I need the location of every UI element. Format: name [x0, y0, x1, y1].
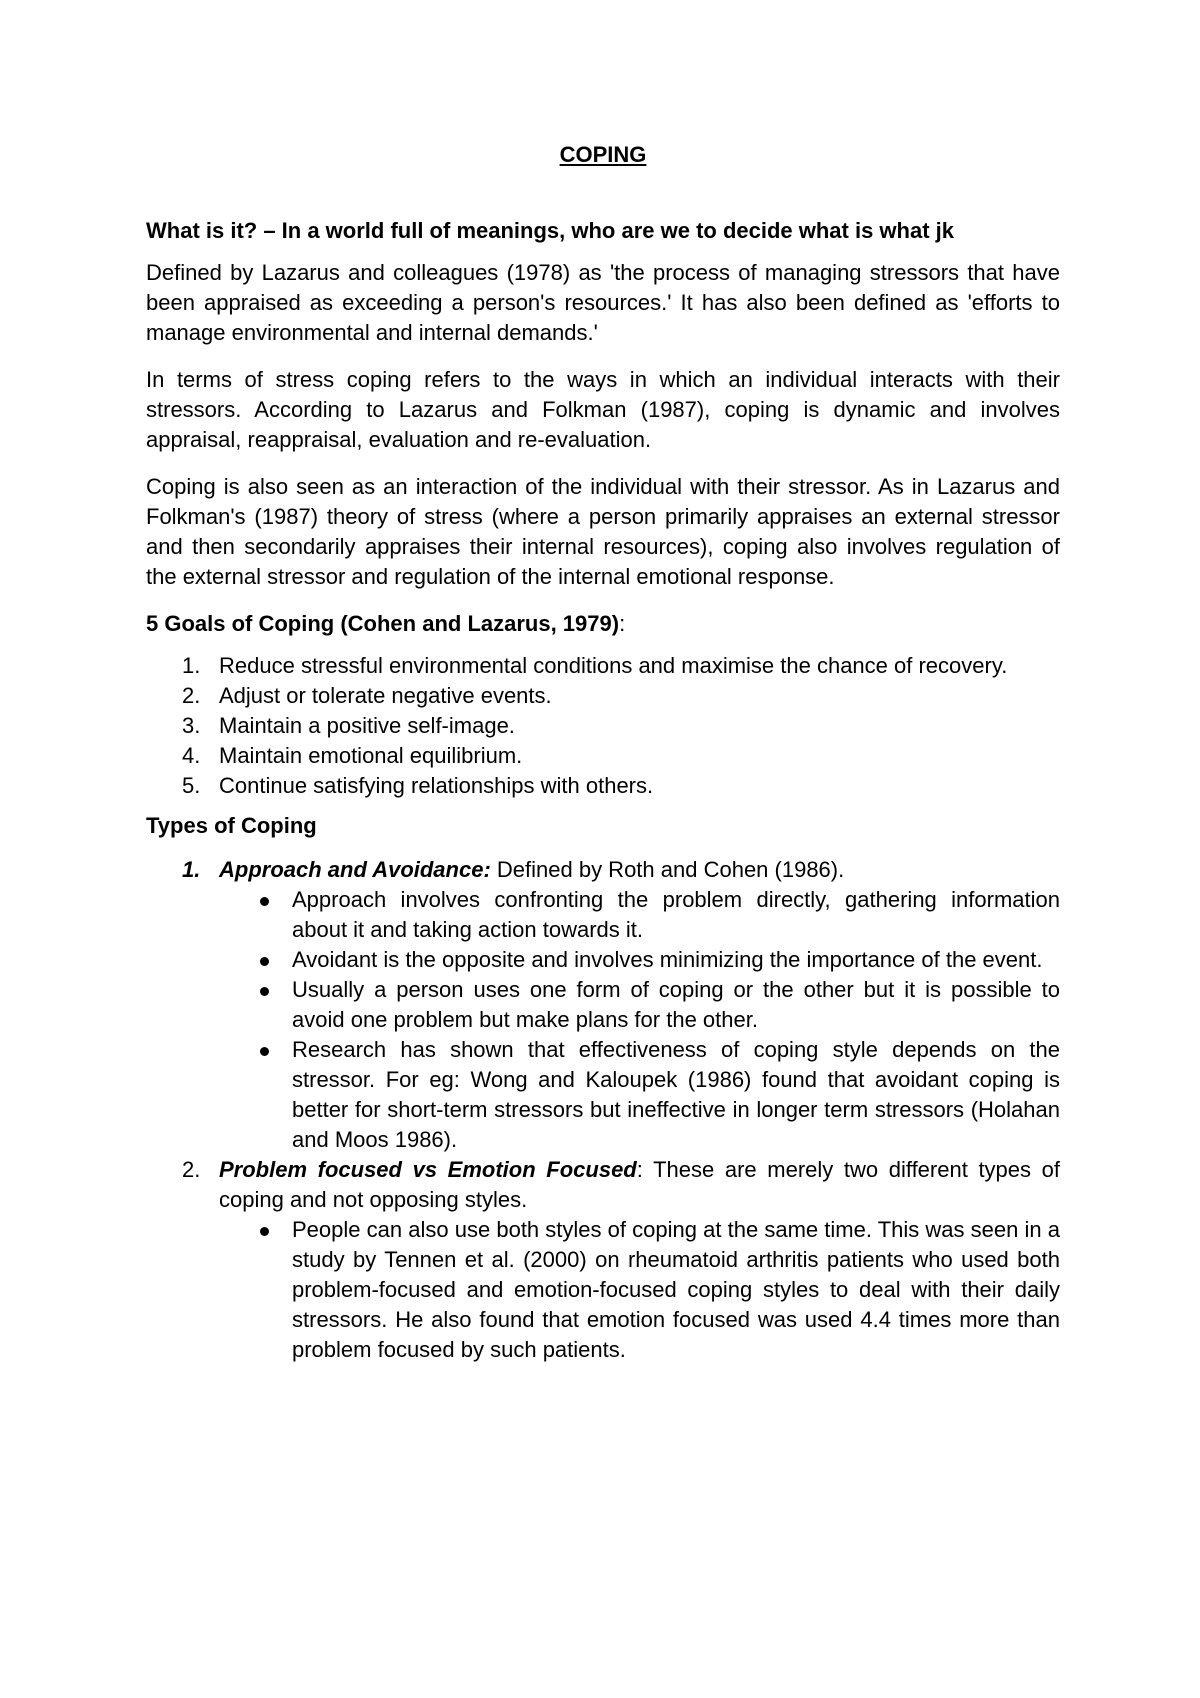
page-title: COPING	[559, 142, 647, 167]
goal-number: 1.	[182, 653, 201, 678]
types-heading: Types of Coping	[146, 813, 317, 838]
document-page	[146, 140, 1060, 1365]
what-is-it-heading: What is it? – In a world full of meanings, who are we to decide what is what jk	[146, 218, 955, 243]
approach-avoidance-bullets	[146, 885, 1060, 1155]
goals-heading-colon: :	[619, 611, 626, 636]
bullet-text: Research has shown that effectiveness of coping style depends on the stressor. For eg: Wong and Kaloupek (1986) found that avoidant coping is better for short-term stressors but ineffective in longer term stressors (Holahan and Moos 1986).	[292, 1037, 1060, 1152]
goal-text: Adjust or tolerate negative events.	[219, 683, 552, 708]
goal-number: 5.	[182, 773, 201, 798]
goals-heading	[146, 609, 1060, 639]
goal-text: Maintain a positive self-image.	[219, 713, 515, 738]
problem-emotion-bullets	[146, 1215, 1060, 1365]
type-description: Defined by Roth and Cohen (1986).	[490, 857, 845, 882]
type-label: Approach and Avoidance:	[219, 857, 491, 882]
goal-number: 2.	[182, 683, 201, 708]
type-description: : These are merely two different types of coping and not opposing styles.	[219, 1157, 1060, 1212]
goal-number: 3.	[182, 713, 201, 738]
type-number: 2.	[182, 1157, 201, 1182]
bullet-text: People can also use both styles of coping at the same time. This was seen in a study by Tennen et al. (2000) on rheumatoid arthritis patients who used both problem-focused and emotion-focused coping styles to deal with their daily stressors. He also found that emotion focused was used 4.4 times more than problem focused by such patients.	[292, 1217, 1060, 1362]
bullet-icon	[260, 957, 269, 966]
bullet-text: Avoidant is the opposite and involves minimizing the importance of the event.	[292, 947, 1043, 972]
bullet-item	[146, 1215, 1060, 1365]
bullet-text: Usually a person uses one form of coping or the other but it is possible to avoid one problem but make plans for the other.	[292, 977, 1060, 1032]
goal-text: Reduce stressful environmental conditions and maximise the chance of recovery.	[219, 653, 1008, 678]
type-number: 1.	[182, 857, 201, 882]
type-label: Problem focused vs Emotion Focused	[219, 1157, 637, 1182]
bullet-item	[146, 1035, 1060, 1155]
bullet-text: Approach involves confronting the problem directly, gathering information about it and taking action towards it.	[292, 887, 1060, 942]
type-problem-emotion	[146, 1155, 1060, 1215]
goals-list	[146, 651, 1060, 801]
bullet-item	[146, 885, 1060, 945]
bullet-icon	[260, 897, 269, 906]
bullet-icon	[260, 987, 269, 996]
goal-item	[146, 741, 1060, 771]
goal-item	[146, 681, 1060, 711]
goal-number: 4.	[182, 743, 201, 768]
goals-heading-text: 5 Goals of Coping (Cohen and Lazarus, 1979)	[146, 611, 620, 636]
bullet-icon	[260, 1227, 269, 1236]
stress-coping-paragraph: In terms of stress coping refers to the ways in which an individual interacts with their stressors. According to Lazarus and Folkman (1987), coping is dynamic and involves appraisal, reappraisal, evaluation and re-evaluation.	[146, 367, 1060, 452]
goal-item	[146, 711, 1060, 741]
interaction-paragraph: Coping is also seen as an interaction of the individual with their stressor. As in Lazarus and Folkman's (1987) theory of stress (where a person primarily appraises an external stressor and then secondarily appraises their internal resources), coping also involves regulation of the external stressor and regulation of the internal emotional response.	[146, 474, 1060, 589]
bullet-item	[146, 945, 1060, 975]
bullet-item	[146, 975, 1060, 1035]
definition-paragraph: Defined by Lazarus and colleagues (1978) as 'the process of managing stressors that have been appraised as exceeding a person's resources.' It has also been defined as 'efforts to manage environmental and internal demands.'	[146, 260, 1060, 345]
goal-text: Maintain emotional equilibrium.	[219, 743, 523, 768]
goal-item	[146, 771, 1060, 801]
bullet-icon	[260, 1047, 269, 1056]
goal-text: Continue satisfying relationships with others.	[219, 773, 654, 798]
type-approach-avoidance	[146, 855, 1060, 885]
goal-item	[146, 651, 1060, 681]
